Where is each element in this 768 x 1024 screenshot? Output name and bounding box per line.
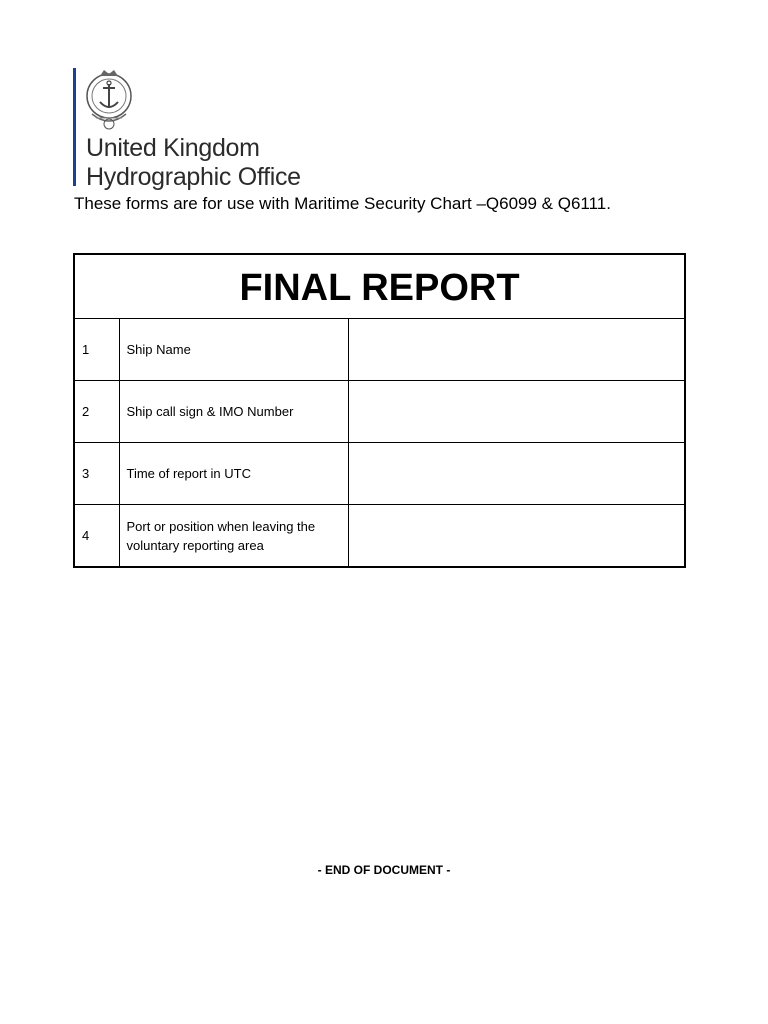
- org-name-line2: Hydrographic Office: [86, 163, 301, 191]
- port-position-field[interactable]: [348, 505, 685, 568]
- table-row: [74, 505, 685, 568]
- ship-name-field[interactable]: [348, 319, 685, 381]
- intro-text: These forms are for use with Maritime Security Chart –Q6099 & Q6111.: [74, 194, 611, 213]
- table-row: [74, 319, 685, 381]
- final-report-table: [73, 253, 686, 568]
- row-label: Ship Name: [119, 319, 348, 381]
- call-sign-imo-field[interactable]: [348, 381, 685, 443]
- ukho-crest-icon: [82, 66, 136, 132]
- row-label: Ship call sign & IMO Number: [119, 381, 348, 443]
- row-number: 4: [74, 505, 119, 568]
- report-time-field[interactable]: [348, 443, 685, 505]
- row-number: 3: [74, 443, 119, 505]
- report-title: FINAL REPORT: [74, 254, 685, 319]
- org-name-line1: United Kingdom: [86, 134, 260, 162]
- row-label: Time of report in UTC: [119, 443, 348, 505]
- end-of-document-text: - END OF DOCUMENT -: [317, 863, 451, 877]
- report-title-row: [74, 254, 685, 319]
- table-row: [74, 443, 685, 505]
- logo-accent-bar: [73, 68, 76, 186]
- row-number: 1: [74, 319, 119, 381]
- row-number: 2: [74, 381, 119, 443]
- table-row: [74, 381, 685, 443]
- row-label: Port or position when leaving the voluntary reporting area: [119, 505, 348, 568]
